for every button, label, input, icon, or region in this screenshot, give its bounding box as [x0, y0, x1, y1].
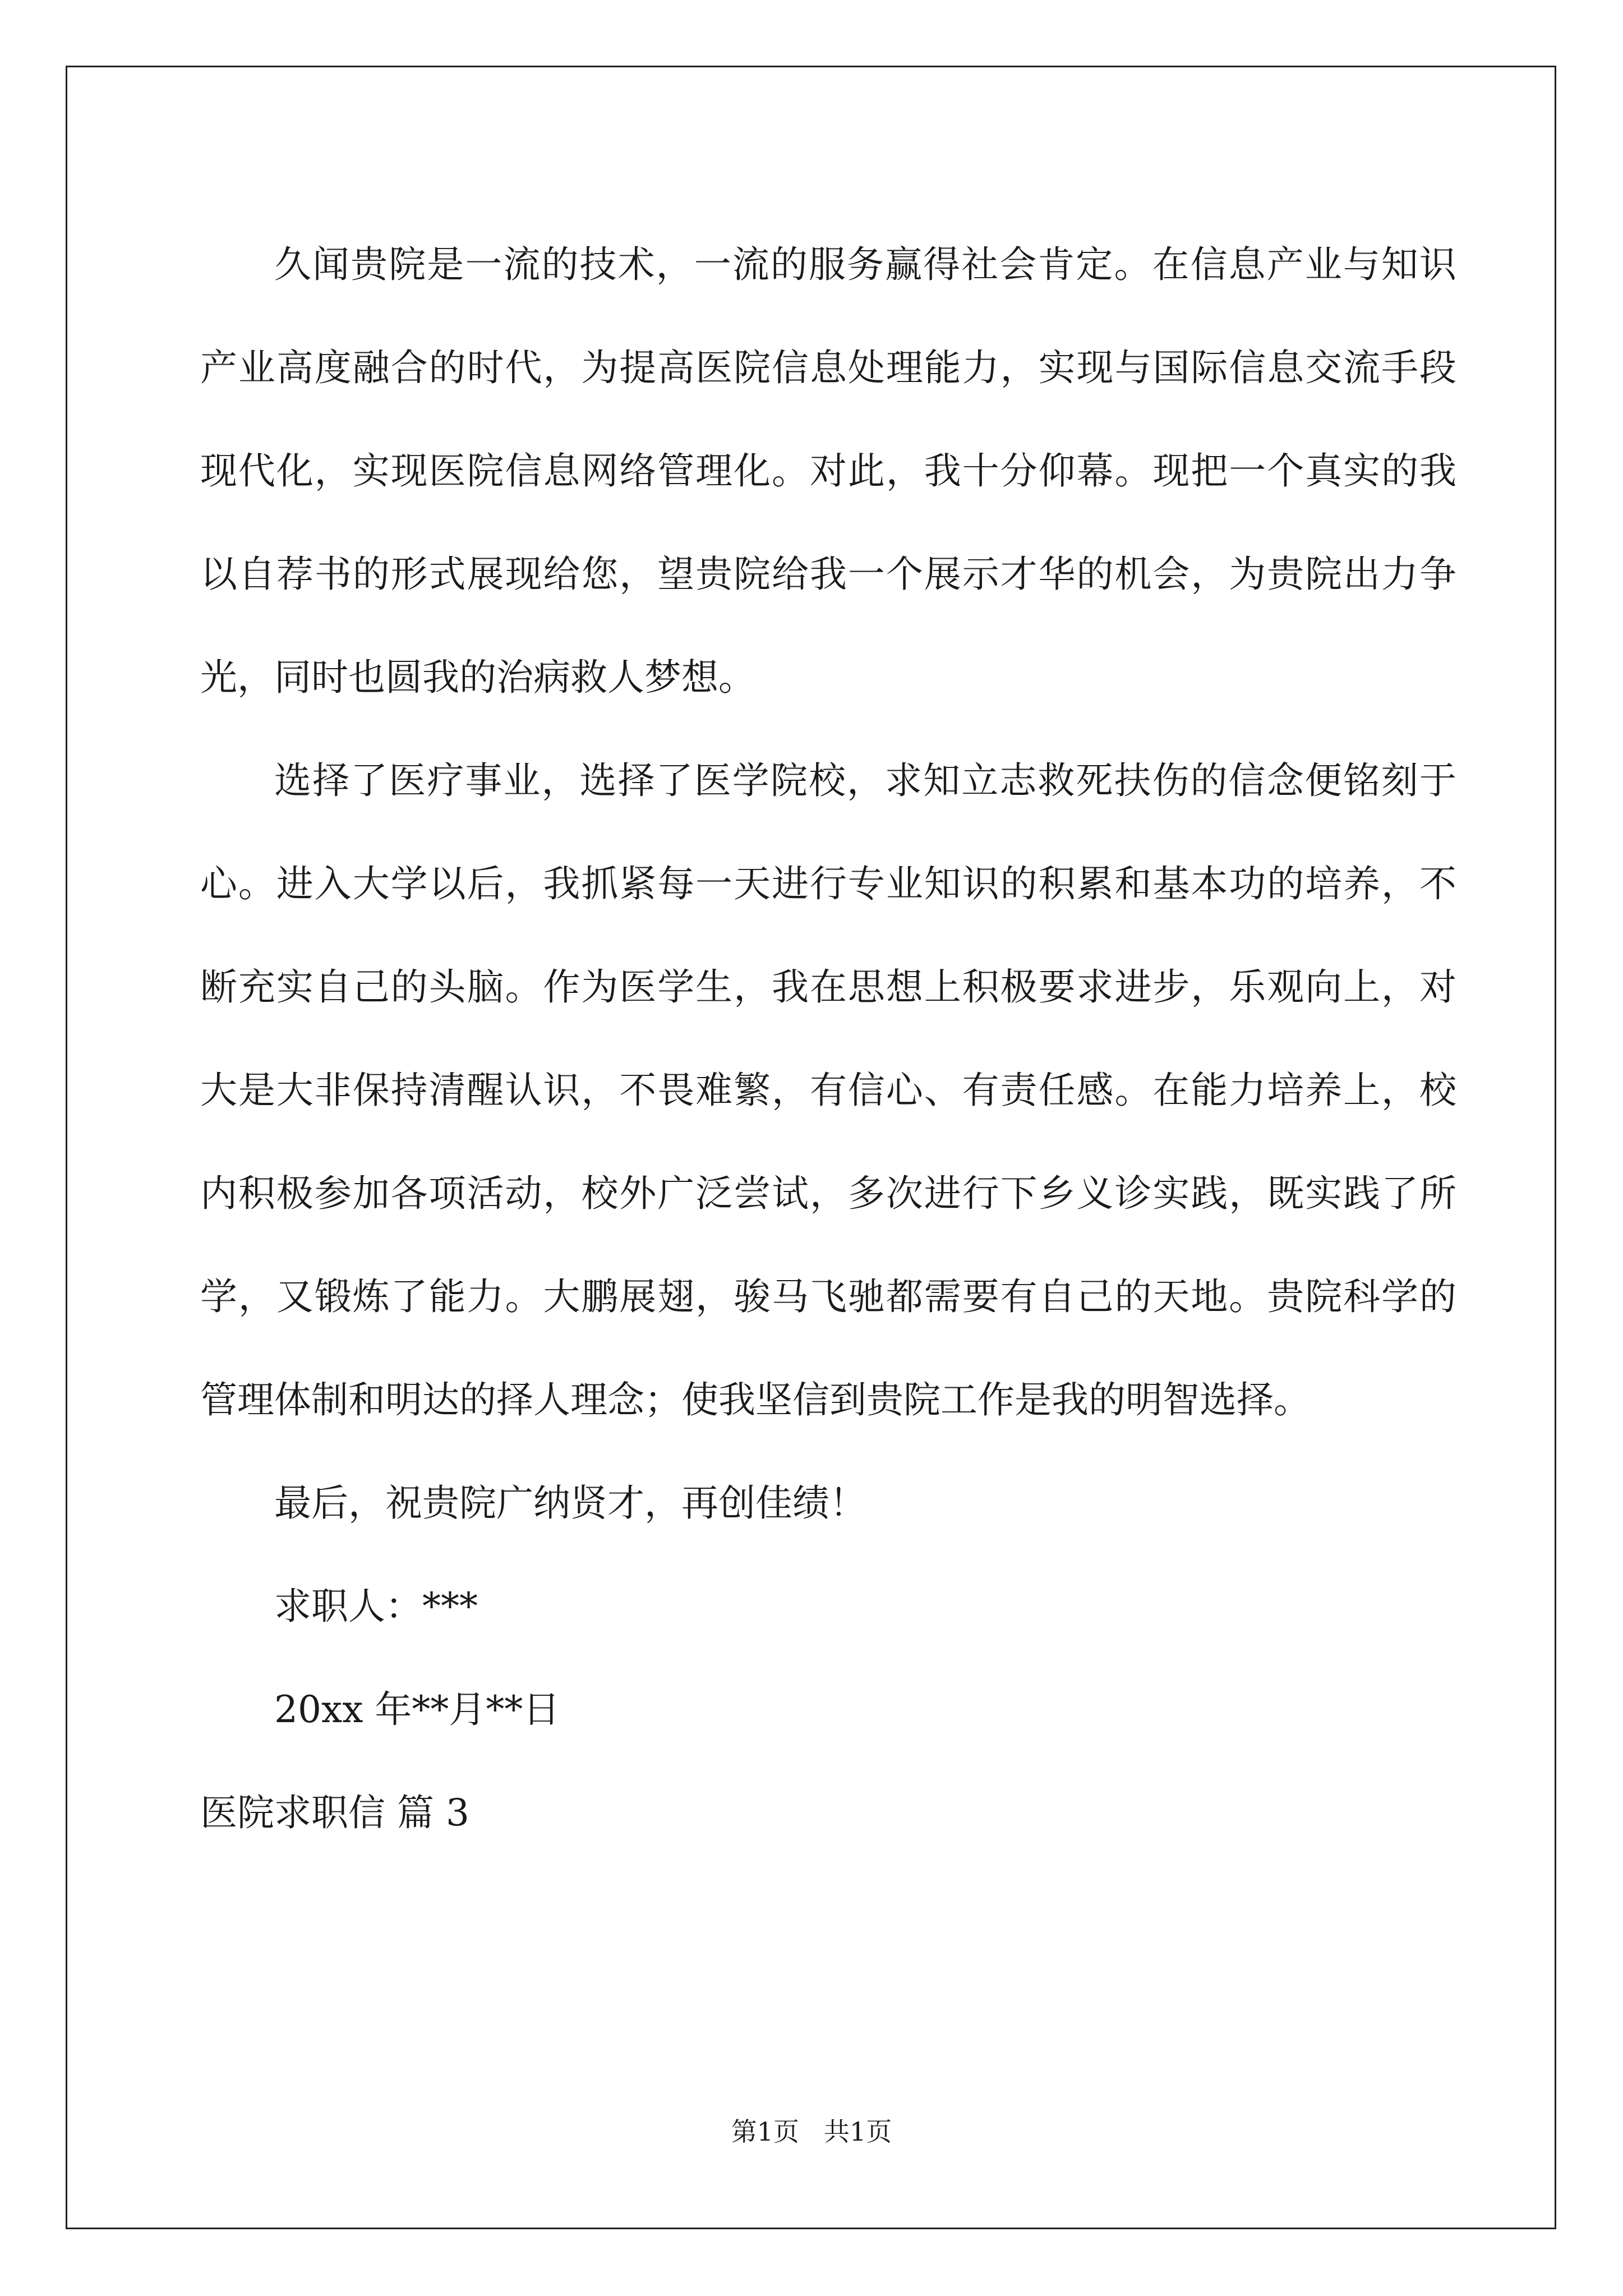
- paragraph-intro: 久闻贵院是一流的技术，一流的服务赢得社会肯定。在信息产业与知识产业高度融合的时代，为提高医院信息处理能力，实现与国际信息交流手段现代化，实现医院信息网络管理化。对此，我十分仰幕。现把一个真实的我以自荐书的形式展现给您，望贵院给我一个展示才华的机会，为贵院出力争光，同时也圆我的治病救人梦想。: [200, 243, 1456, 699]
- applicant-line: 求职人：***: [274, 1585, 478, 1628]
- closing-line: 最后，祝贵院广纳贤才，再创佳绩！: [274, 1481, 866, 1525]
- paragraph-experience: 选择了医疗事业，选择了医学院校，求知立志救死扶伤的信念便铭刻于心。进入大学以后，我抓紧每一天进行专业知识的积累和基本功的培养，不断充实自己的头脑。作为医学生，我在思想上积极要求进步，乐观向上，对大是大非保持清醒认识，不畏难繁，有信心、有责任感。在能力培养上，校内积极参加各项活动，校外广泛尝试，多次进行下乡义诊实践，既实践了所学，又锻炼了能力。大鹏展翅，骏马飞驰都需要有自己的天地。贵院科学的管理体制和明达的择人理念；使我坚信到贵院工作是我的明智选择。: [200, 759, 1456, 1421]
- page-number: 第1页: [731, 2116, 800, 2147]
- document-body: [200, 213, 1456, 1865]
- page-footer: [0, 2115, 1623, 2148]
- page-total: 共1页: [823, 2116, 892, 2147]
- date-line: 20xx 年**月**日: [274, 1688, 560, 1731]
- section-heading: 医院求职信 篇 3: [200, 1791, 469, 1834]
